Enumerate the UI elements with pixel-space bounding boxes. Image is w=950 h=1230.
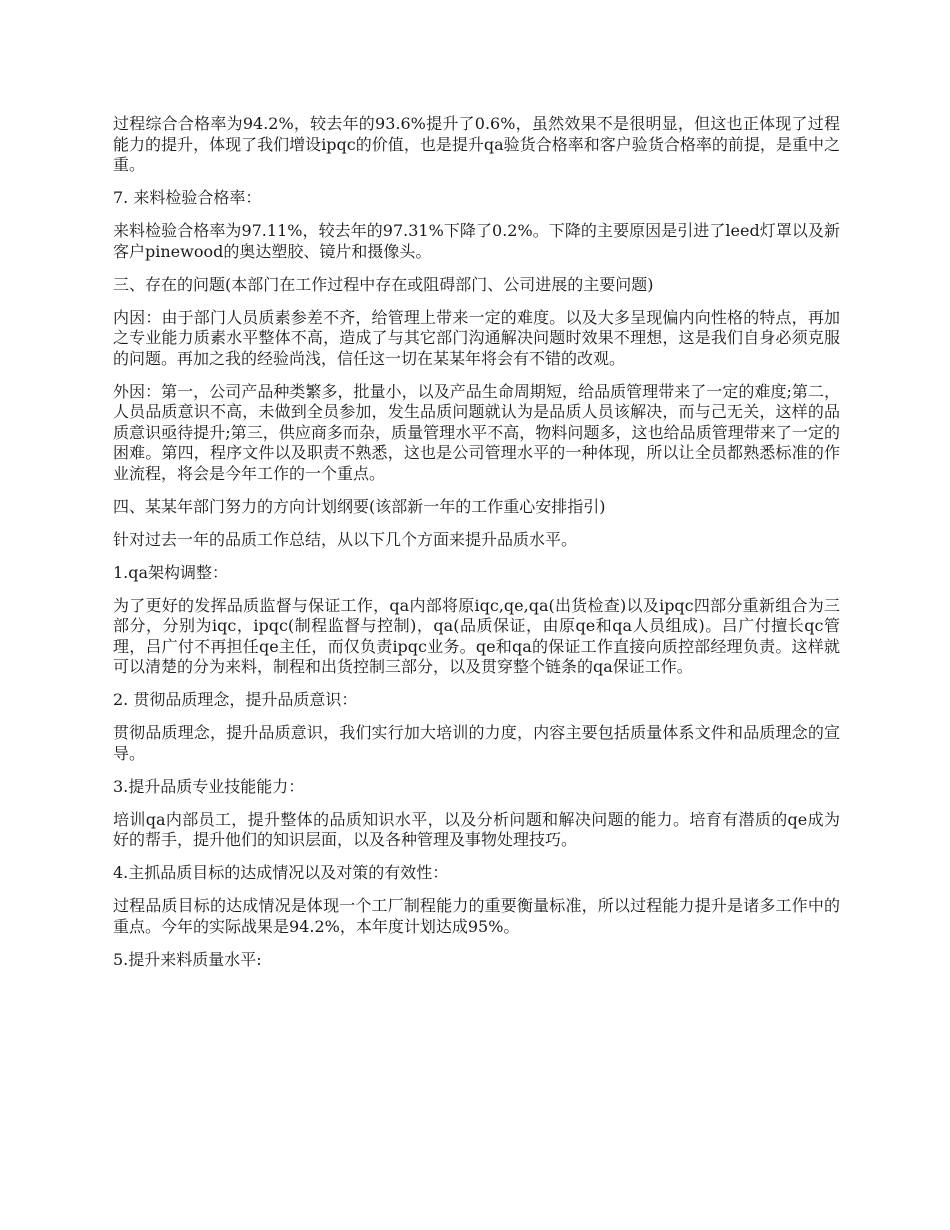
paragraph-process-pass-rate: 过程综合合格率为94.2%，较去年的93.6%提升了0.6%，虽然效果不是很明显，但这也正体现了过程能力的提升，体现了我们增设ipqc的价值，也是提升qa验货合格率和客户验货合格率的前提，是重中之重。 <box>113 114 840 174</box>
heading-incoming-inspection: 7. 来料检验合格率： <box>113 188 262 207</box>
paragraph-quality-concept: 贯彻品质理念，提升品质意识，我们实行加大培训的力度，内容主要包括质量体系文件和品质理念的宣导。 <box>113 723 840 763</box>
paragraph-skill-improvement: 培训qa内部员工，提升整体的品质知识水平，以及分析问题和解决问题的能力。培育有潜质的qe成为好的帮手，提升他们的知识层面，以及各种管理及事物处理技巧。 <box>113 809 840 849</box>
document-body <box>113 114 840 983</box>
heading-qa-restructure: 1.qa架构调整： <box>113 562 229 582</box>
paragraph-internal-causes: 内因：由于部门人员质素参差不齐，给管理上带来一定的难度。以及大多呈现偏内向性格的特点，再加之专业能力质素水平整体不高，造成了与其它部门沟通解决问题时效果不理想，这是我们自身必须克服的问题。再加之我的经验尚浅，信任这一切在某某年将会有不错的改观。 <box>113 307 840 368</box>
heading-quality-concept: 2. 贯彻品质理念，提升品质意识： <box>113 690 358 709</box>
heading-incoming-quality: 5.提升来料质量水平: <box>113 949 262 969</box>
heading-quality-targets: 4.主抓品质目标的达成情况以及对策的有效性： <box>113 863 449 882</box>
paragraph-plan-intro: 针对过去一年的品质工作总结，从以下几个方面来提升品质水平。 <box>113 529 578 549</box>
paragraph-incoming-pass-rate: 来料检验合格率为97.11%，较去年的97.31%下降了0.2%。下降的主要原因是引进了leed灯罩以及新客户pinewood的奥达塑胶、镜片和摄像头。 <box>113 221 840 261</box>
heading-existing-problems: 三、存在的问题(本部门在工作过程中存在或阻碍部门、公司进展的主要问题) <box>113 274 654 294</box>
paragraph-external-causes: 外因：第一，公司产品种类繁多，批量小，以及产品生命周期短，给品质管理带来了一定的难度;第二，人员品质意识不高，未做到全员参加，发生品质问题就认为是品质人员该解决，而与己无关，这样的品质意识亟待提升;第三，供应商多而杂，质量管理水平不高，物料问题多，这也给品质管理带来了一定的困难。第四，程序文件以及职责不熟悉，这也是公司管理水平的一种体现，所以让全员都熟悉标准的作业流程，将会是今年工作的一个重点。 <box>113 381 840 483</box>
paragraph-quality-targets: 过程品质目标的达成情况是体现一个工厂制程能力的重要衡量标准，所以过程能力提升是诸多工作中的重点。今年的实际战果是94.2%，本年度计划达成95%。 <box>113 896 840 936</box>
heading-skill-improvement: 3.提升品质专业技能能力： <box>113 776 305 796</box>
heading-plan-outline: 四、某某年部门努力的方向计划纲要(该部新一年的工作重心安排指引) <box>113 496 606 516</box>
paragraph-qa-restructure: 为了更好的发挥品质监督与保证工作，qa内部将原iqc,qe,qa(出货检查)以及ipqc四部分重新组合为三部分，分别为iqc，ipqc(制程监督与控制)，qa(品质保证，由原qe和qa人员组成)。吕广付擅长qc管理，吕广付不再担任qe主任，而仅负责ipqc业务。qe和qa的保证工作直接向质控部经理负责。这样就可以清楚的分为来料，制程和出货控制三部分，以及贯穿整个链条的qa保证工作。 <box>113 595 840 676</box>
